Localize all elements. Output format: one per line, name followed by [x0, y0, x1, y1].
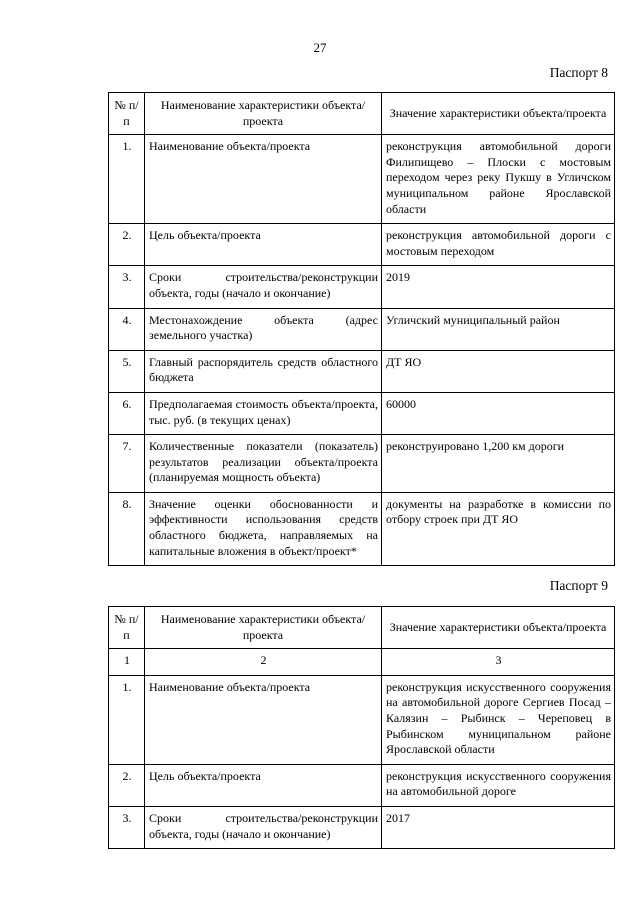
row-num: 7.	[109, 435, 145, 493]
row-name: Предполагаемая стоимость объекта/проекта, тыс. руб. (в текущих ценах)	[145, 392, 382, 434]
row-name: Цель объекта/проекта	[145, 224, 382, 266]
row-name: Главный распорядитель средств областного бюджета	[145, 350, 382, 392]
row-num: 4.	[109, 308, 145, 350]
row-value: 2019	[382, 266, 615, 308]
header-name-text: Наименование характеристики объекта/проекта	[160, 612, 366, 642]
row-value: реконструкция искусственного сооружения на автомобильной дороге Сергиев Посад – Калязин – Рыбинск – Череповец в Рыбинском муниципальном районе Ярославской области	[382, 675, 615, 764]
row-value: документы на разработке в комиссии по отбору строек при ДТ ЯО	[382, 492, 615, 565]
row-value: реконструкция автомобильной дороги Филипищево – Плоски с мостовым переходом через реку Пукшу в Угличском муниципальном районе Ярославской области	[382, 135, 615, 224]
row-name: Цель объекта/проекта	[145, 764, 382, 806]
row-num: 8.	[109, 492, 145, 565]
passport-9-table	[108, 606, 615, 849]
table-row	[109, 806, 615, 848]
table-row	[109, 764, 615, 806]
row-value: ДТ ЯО	[382, 350, 615, 392]
table-row	[109, 224, 615, 266]
header-name	[145, 93, 382, 135]
table-row	[109, 435, 615, 493]
table-header-row	[109, 607, 615, 649]
header-value	[382, 93, 615, 135]
header-value-text: Значение характеристики объекта/проекта	[389, 105, 607, 120]
table-row	[109, 350, 615, 392]
header-name	[145, 607, 382, 649]
row-value: 60000	[382, 392, 615, 434]
row-name: Наименование объекта/проекта	[145, 135, 382, 224]
header-num	[109, 93, 145, 135]
table-row	[109, 308, 615, 350]
row-num: 2.	[109, 764, 145, 806]
column-number: 3	[382, 649, 615, 676]
row-value: реконструкция искусственного сооружения на автомобильной дороге	[382, 764, 615, 806]
passport-8-title: Паспорт 8	[549, 65, 608, 80]
header-name-text: Наименование характеристики объекта/проекта	[160, 98, 366, 128]
row-name: Значение оценки обоснованности и эффективности использования средств областного бюджета, направляемых на капитальные вложения в объект/проект*	[145, 492, 382, 565]
row-value: реконструировано 1,200 км дороги	[382, 435, 615, 493]
column-number: 1	[109, 649, 145, 676]
row-num: 1.	[109, 675, 145, 764]
row-value: Угличский муниципальный район	[382, 308, 615, 350]
column-number-row	[109, 649, 615, 676]
page-number: 27	[313, 40, 327, 55]
table-row	[109, 492, 615, 565]
passport-8-table	[108, 92, 615, 566]
row-name: Местонахождение объекта (адрес земельного участка)	[145, 308, 382, 350]
row-num: 6.	[109, 392, 145, 434]
row-name: Количественные показатели (показатель) результатов реализации объекта/проекта (планируемая мощность объекта)	[145, 435, 382, 493]
row-num: 5.	[109, 350, 145, 392]
table-row	[109, 675, 615, 764]
row-value: реконструкция автомобильной дороги с мостовым переходом	[382, 224, 615, 266]
table-header-row	[109, 93, 615, 135]
row-name: Наименование объекта/проекта	[145, 675, 382, 764]
row-num: 3.	[109, 266, 145, 308]
table-row	[109, 135, 615, 224]
row-num: 1.	[109, 135, 145, 224]
header-value-text: Значение характеристики объекта/проекта	[389, 619, 607, 634]
table-row	[109, 392, 615, 434]
row-value: 2017	[382, 806, 615, 848]
row-num: 2.	[109, 224, 145, 266]
header-value	[382, 607, 615, 649]
passport-9-title: Паспорт 9	[549, 578, 608, 593]
row-num: 3.	[109, 806, 145, 848]
row-name: Сроки строительства/реконструкции объекта, годы (начало и окончание)	[145, 806, 382, 848]
header-num-text: № п/п	[114, 98, 139, 128]
table-row	[109, 266, 615, 308]
column-number: 2	[145, 649, 382, 676]
header-num-text: № п/п	[114, 612, 139, 642]
row-name: Сроки строительства/реконструкции объекта, годы (начало и окончание)	[145, 266, 382, 308]
header-num	[109, 607, 145, 649]
